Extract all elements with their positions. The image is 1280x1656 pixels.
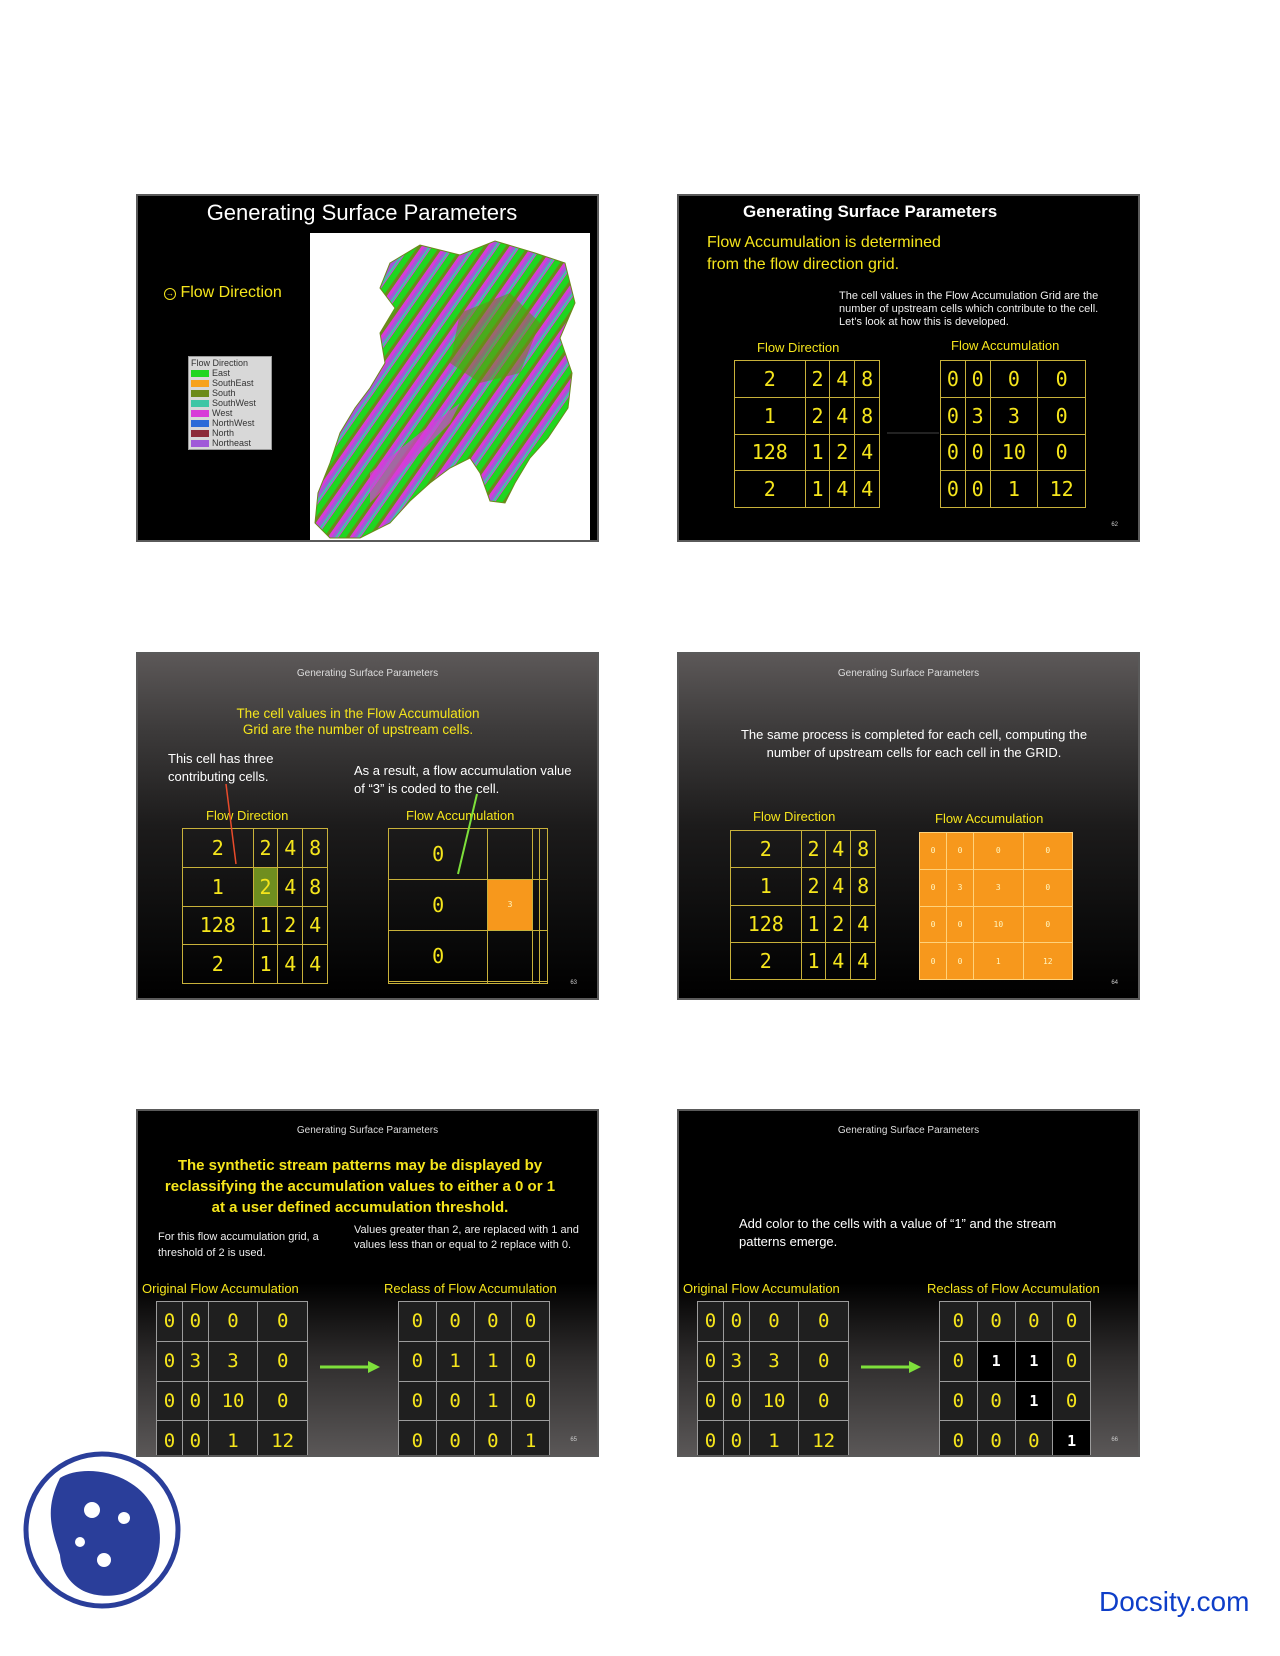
slide-flow-accumulation-intro	[677, 194, 1140, 542]
grid-cell: 1	[1015, 1341, 1053, 1381]
grid-cell: 1	[253, 945, 278, 984]
grid-cell: 0	[947, 906, 974, 943]
grid-cell: 3	[974, 869, 1023, 906]
grid-cell: 0	[723, 1302, 749, 1342]
grid-cell: 0	[974, 833, 1023, 870]
grid-cell: 2	[731, 942, 802, 979]
grid-cell: 2	[731, 831, 802, 868]
grid-cell: 0	[157, 1421, 183, 1457]
grid-cell: 2	[253, 867, 278, 906]
grid-cell: 4	[278, 829, 303, 868]
grid-cell: 1	[805, 471, 830, 508]
grid-cell: 3	[749, 1341, 799, 1381]
grid-cell: 0	[208, 1302, 258, 1342]
grid-cell: 1	[183, 867, 254, 906]
legend-item	[191, 378, 269, 388]
grid-cell: 4	[830, 397, 855, 434]
grid-cell: 0	[389, 879, 488, 930]
grid-cell: 1	[749, 1421, 799, 1457]
original-accumulation-grid	[697, 1301, 849, 1457]
grid-cell: 0	[474, 1302, 512, 1342]
grid-cell: 0	[182, 1381, 208, 1421]
grid-cell: 2	[801, 831, 826, 868]
grid-cell: 0	[920, 943, 947, 980]
legend-label: West	[212, 408, 233, 418]
grid-cell: 4	[826, 868, 851, 905]
grid-cell: 0	[965, 434, 990, 471]
grid-cell: 0	[698, 1302, 724, 1342]
flow-accumulation-label: Flow Accumulation	[951, 338, 1060, 353]
grid-cell: 0	[399, 1341, 437, 1381]
grid-cell: 0	[965, 361, 990, 398]
slide-title: Generating Surface Parameters	[837, 668, 980, 679]
arrow-right-icon	[859, 1359, 925, 1375]
grid-cell: 0	[1038, 361, 1086, 398]
grid-cell: 0	[1053, 1302, 1091, 1342]
grid-cell: 1	[974, 943, 1023, 980]
note-replacement: Values greater than 2, are replaced with 1 and values less than or equal to 2 replace with 0.	[354, 1224, 579, 1251]
grid-cell: 4	[855, 471, 880, 508]
grid-cell: 1	[1015, 1381, 1053, 1421]
grid-cell: 2	[253, 829, 278, 868]
legend-item	[191, 428, 269, 438]
legend-swatch	[191, 420, 209, 427]
legend-item	[191, 418, 269, 428]
grid-cell: 1	[977, 1341, 1015, 1381]
flow-direction-label: Flow Direction	[753, 809, 836, 824]
pointer-lines	[138, 654, 599, 1000]
grid-cell: 2	[735, 471, 806, 508]
legend-item	[191, 408, 269, 418]
grid-cell: 0	[389, 930, 488, 981]
grid-cell: 8	[855, 397, 880, 434]
docsity-brand-link[interactable]: Docsity.com	[1099, 1586, 1250, 1617]
grid-cell: 3	[208, 1341, 258, 1381]
grid-cell: 0	[941, 397, 966, 434]
grid-cell: 3	[947, 869, 974, 906]
grid-cell: 0	[1015, 1421, 1053, 1457]
grid-cell: 1	[436, 1341, 474, 1381]
reclass-accumulation-grid	[398, 1301, 550, 1457]
grid-cell: 4	[851, 905, 876, 942]
grid-cell: 0	[698, 1381, 724, 1421]
grid-cell: 0	[990, 361, 1038, 398]
flow-direction-grid	[730, 830, 876, 980]
grid-cell: 0	[940, 1421, 978, 1457]
grid-cell: 0	[941, 471, 966, 508]
grid-cell: 4	[851, 942, 876, 979]
slide-title: Generating Surface Parameters	[837, 1125, 980, 1136]
flow-direction-label: Flow Direction	[757, 340, 840, 355]
grid-cell: 0	[1038, 434, 1086, 471]
grid-cell: 0	[749, 1302, 799, 1342]
flow-direction-grid	[734, 360, 880, 508]
grid-cell: 1	[474, 1381, 512, 1421]
page-number: 64	[1111, 980, 1118, 986]
legend-swatch	[191, 400, 209, 407]
grid-cell: 8	[851, 831, 876, 868]
grid-cell: 2	[801, 868, 826, 905]
legend-swatch	[191, 410, 209, 417]
note-result: As a result, a flow accumulation value of “3” is coded to the cell.	[354, 763, 572, 796]
grid-cell: 8	[303, 867, 328, 906]
grid-cell: 0	[512, 1341, 550, 1381]
grid-cell: 0	[941, 361, 966, 398]
slide-flow-accumulation-complete	[677, 652, 1140, 1000]
slide-title: Generating Surface Parameters	[206, 200, 518, 225]
grid-cell: 4	[830, 471, 855, 508]
grid-cell: 4	[303, 906, 328, 945]
slide-title: Generating Surface Parameters	[296, 1125, 439, 1136]
grid-cell: 3	[965, 397, 990, 434]
grid-cell: 0	[698, 1341, 724, 1381]
grid-cell: 2	[735, 361, 806, 398]
grid-cell: 1	[801, 905, 826, 942]
slide-flow-accumulation-example	[136, 652, 599, 1000]
note-threshold: For this flow accumulation grid, a threshold of 2 is used.	[158, 1231, 319, 1259]
grid-cell: 0	[436, 1302, 474, 1342]
grid-cell: 0	[977, 1421, 1015, 1457]
flow-direction-map	[310, 233, 590, 541]
legend-item	[191, 368, 269, 378]
grid-cell: 1	[1053, 1421, 1091, 1457]
grid-cell: 8	[303, 829, 328, 868]
legend-swatch	[191, 380, 209, 387]
grid-cell: 1	[735, 397, 806, 434]
grid-cell: 10	[974, 906, 1023, 943]
grid-cell: 0	[723, 1381, 749, 1421]
grid-cell: 0	[1023, 906, 1072, 943]
grid-cell: 0	[157, 1341, 183, 1381]
grid-cell: 1	[474, 1341, 512, 1381]
slide-heading: Flow Accumulation is determined from the flow direction grid.	[707, 234, 941, 273]
grid-cell: 3	[990, 397, 1038, 434]
legend-item	[191, 438, 269, 448]
grid-cell: 10	[749, 1381, 799, 1421]
grid-cell: 1	[731, 868, 802, 905]
grid-cell: 2	[183, 829, 254, 868]
grid-cell: 2	[805, 397, 830, 434]
grid-cell: 0	[977, 1381, 1015, 1421]
page-number: 65	[570, 1437, 577, 1443]
grid-cell: 12	[799, 1421, 849, 1457]
grid-cell: 0	[399, 1302, 437, 1342]
grid-cell: 0	[399, 1381, 437, 1421]
legend-label: South	[212, 388, 236, 398]
grid-cell: 0	[258, 1381, 308, 1421]
slide-title: Generating Surface Parameters	[296, 668, 439, 679]
grid-cell: 3	[723, 1341, 749, 1381]
bullet-flow-direction: → Flow Direction	[166, 284, 282, 301]
grid-cell: 4	[826, 942, 851, 979]
reclass-accumulation-grid	[939, 1301, 1091, 1457]
grid-cell: 128	[735, 434, 806, 471]
grid-cell: 8	[855, 361, 880, 398]
grid-cell: 2	[826, 905, 851, 942]
legend-swatch	[191, 440, 209, 447]
legend-label: SouthWest	[212, 398, 256, 408]
slide-title: Generating Surface Parameters	[743, 202, 998, 221]
grid-cell: 3	[182, 1341, 208, 1381]
grid-cell: 0	[941, 434, 966, 471]
grid-cell: 0	[1023, 869, 1072, 906]
legend-label: SouthEast	[212, 378, 254, 388]
grid-cell: 0	[799, 1302, 849, 1342]
grid-cell: 2	[278, 906, 303, 945]
slide-stream-patterns	[677, 1109, 1140, 1457]
grid-cell: 0	[474, 1421, 512, 1457]
grid-cell: 0	[940, 1302, 978, 1342]
grid-cell: 0	[436, 1381, 474, 1421]
slide-reclassify-threshold	[136, 1109, 599, 1457]
grid-cell: 12	[1038, 471, 1086, 508]
grid-cell: 0	[940, 1341, 978, 1381]
grid-cell: 0	[723, 1421, 749, 1457]
grid-cell: 0	[920, 906, 947, 943]
original-accumulation-label: Original Flow Accumulation	[683, 1281, 840, 1296]
grid-cell: 0	[157, 1302, 183, 1342]
grid-cell: 2	[183, 945, 254, 984]
grid-cell: 0	[947, 833, 974, 870]
original-accumulation-label: Original Flow Accumulation	[142, 1281, 299, 1296]
grid-cell: 0	[182, 1421, 208, 1457]
flow-accumulation-label: Flow Accumulation	[935, 811, 1044, 826]
legend-label: Northeast	[212, 438, 252, 448]
grid-cell: 0	[1023, 833, 1072, 870]
grid-cell: 0	[182, 1302, 208, 1342]
flow-direction-label: Flow Direction	[206, 808, 289, 823]
grid-cell: 4	[826, 831, 851, 868]
page-number: 66	[1111, 1437, 1118, 1443]
grid-cell: 4	[278, 867, 303, 906]
arrow-right-icon	[318, 1359, 384, 1375]
grid-cell: 1	[208, 1421, 258, 1457]
grid-cell: 0	[920, 833, 947, 870]
grid-cell: 4	[855, 434, 880, 471]
grid-cell: 0	[698, 1421, 724, 1457]
bullet-icon: →	[166, 289, 174, 298]
slide-heading: The cell values in the Flow Accumulation Grid are the number of upstream cells.	[236, 706, 480, 737]
grid-cell: 0	[512, 1302, 550, 1342]
grid-cell: 0	[436, 1421, 474, 1457]
grid-cell: 0	[512, 1381, 550, 1421]
legend-label: North	[212, 428, 235, 438]
grid-cell: 0	[977, 1302, 1015, 1342]
slide-heading: The synthetic stream patterns may be displayed by reclassifying the accumulation values to either a 0 or 1 at a user defined accumulation threshold.	[164, 1157, 556, 1216]
grid-cell: 0	[1038, 397, 1086, 434]
grid-cell: 1	[805, 434, 830, 471]
grid-cell: 0	[258, 1302, 308, 1342]
page-number: 63	[570, 980, 577, 986]
arrow-connector	[887, 432, 939, 434]
legend-swatch	[191, 390, 209, 397]
grid-cell: 0	[965, 471, 990, 508]
grid-cell: 10	[990, 434, 1038, 471]
grid-cell: 128	[183, 906, 254, 945]
reclass-accumulation-label: Reclass of Flow Accumulation	[927, 1281, 1100, 1296]
reclass-accumulation-label: Reclass of Flow Accumulation	[384, 1281, 557, 1296]
grid-cell: 1	[512, 1421, 550, 1457]
grid-cell: 0	[1015, 1302, 1053, 1342]
page-number: 62	[1111, 522, 1118, 528]
grid-cell: 128	[731, 905, 802, 942]
flow-accumulation-label: Flow Accumulation	[406, 808, 515, 823]
slide-body: The cell values in the Flow Accumulation Grid are the number of upstream cells which contribute to the cell. Let’s look at how this is developed.	[839, 290, 1099, 328]
flow-accumulation-grid	[940, 360, 1086, 508]
grid-cell: 4	[278, 945, 303, 984]
map-legend	[188, 356, 272, 450]
note-contributing: This cell has three contributing cells.	[168, 751, 274, 784]
slide-heading: The same process is completed for each cell, computing the number of upstream cells for each cell in the GRID.	[740, 727, 1088, 760]
grid-cell: 0	[920, 869, 947, 906]
grid-cell: 2	[805, 361, 830, 398]
grid-cell: 1	[990, 471, 1038, 508]
grid-cell: 0	[799, 1381, 849, 1421]
docsity-logo	[22, 1450, 182, 1610]
slide-flow-direction-map	[136, 194, 599, 542]
grid-cell: 0	[940, 1381, 978, 1421]
grid-cell: 0	[1053, 1381, 1091, 1421]
legend-title: Flow Direction	[191, 358, 249, 368]
grid-cell: 4	[830, 361, 855, 398]
grid-cell: 0	[1053, 1341, 1091, 1381]
legend-item	[191, 388, 269, 398]
grid-cell: 10	[208, 1381, 258, 1421]
legend-label: NorthWest	[212, 418, 255, 428]
grid-cell: 12	[258, 1421, 308, 1457]
grid-cell: 3	[488, 879, 532, 930]
grid-cell: 8	[851, 868, 876, 905]
flow-accumulation-grid	[919, 832, 1073, 980]
grid-cell: 4	[303, 945, 328, 984]
grid-cell: 0	[799, 1341, 849, 1381]
legend-item	[191, 398, 269, 408]
legend-label: East	[212, 368, 231, 378]
legend-swatch	[191, 430, 209, 437]
grid-cell: 0	[389, 829, 488, 880]
original-accumulation-grid	[156, 1301, 308, 1457]
grid-cell: 1	[253, 906, 278, 945]
slide-heading: Add color to the cells with a value of “1” and the stream patterns emerge.	[739, 1216, 1057, 1249]
grid-cell: 2	[830, 434, 855, 471]
legend-swatch	[191, 370, 209, 377]
grid-cell: 0	[258, 1341, 308, 1381]
grid-cell: 0	[157, 1381, 183, 1421]
grid-cell: 12	[1023, 943, 1072, 980]
grid-cell: 0	[947, 943, 974, 980]
grid-cell: 0	[399, 1421, 437, 1457]
grid-cell: 1	[801, 942, 826, 979]
